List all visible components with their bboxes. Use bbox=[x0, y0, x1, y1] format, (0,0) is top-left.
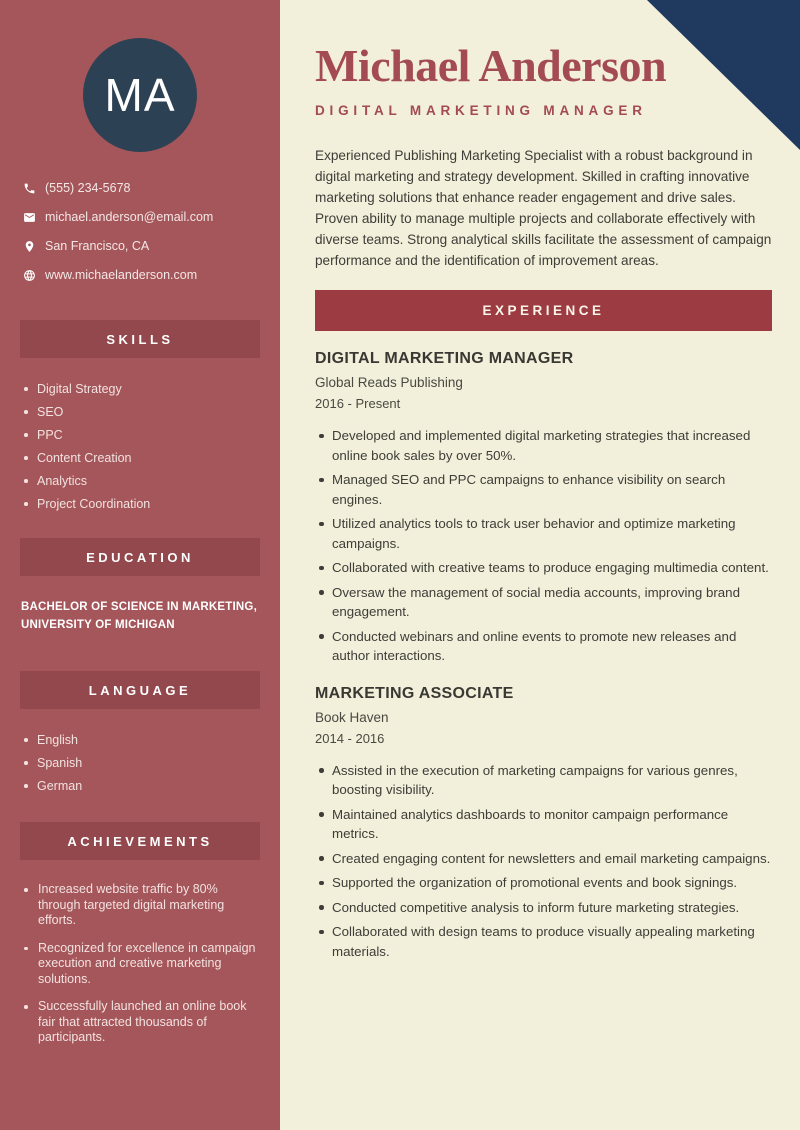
job-bullet-list bbox=[315, 761, 772, 962]
job-bullet: Assisted in the execution of marketing campaigns for various genres, boosting visibility. bbox=[315, 761, 772, 800]
globe-icon bbox=[22, 268, 36, 282]
job-bullet: Conducted webinars and online events to promote new releases and author interactions. bbox=[315, 627, 772, 666]
achievement-item: Successfully launched an online book fair that attracted thousands of participants. bbox=[24, 999, 262, 1046]
job-bullet-list bbox=[315, 426, 772, 666]
job-title: MARKETING ASSOCIATE bbox=[315, 684, 514, 702]
skill-item: SEO bbox=[24, 404, 260, 420]
sidebar bbox=[0, 0, 280, 1130]
avatar bbox=[83, 38, 197, 152]
job-bullet: Managed SEO and PPC campaigns to enhance visibility on search engines. bbox=[315, 470, 772, 509]
job-company: Global Reads Publishing bbox=[315, 375, 463, 390]
achievements-list bbox=[24, 882, 262, 1046]
job-bullet: Supported the organization of promotional events and book signings. bbox=[315, 873, 772, 893]
skill-item: Analytics bbox=[24, 473, 260, 489]
person-name: Michael Anderson bbox=[315, 40, 667, 91]
language-section-header: LANGUAGE bbox=[20, 671, 260, 709]
contact-phone bbox=[22, 180, 262, 196]
contact-email-text: michael.anderson@email.com bbox=[45, 210, 214, 224]
avatar-initials: MA bbox=[104, 69, 176, 121]
skill-item: PPC bbox=[24, 427, 260, 443]
job-bullet: Created engaging content for newsletters and email marketing campaigns. bbox=[315, 849, 772, 869]
education-degree: BACHELOR OF SCIENCE IN MARKETING, bbox=[21, 601, 257, 613]
job-bullet: Collaborated with design teams to produce visually appealing marketing materials. bbox=[315, 922, 772, 961]
skills-section-header: SKILLS bbox=[20, 320, 260, 358]
job-bullet: Conducted competitive analysis to inform future marketing strategies. bbox=[315, 898, 772, 918]
job-title: DIGITAL MARKETING MANAGER bbox=[315, 350, 574, 367]
job-bullet: Maintained analytics dashboards to monitor campaign performance metrics. bbox=[315, 805, 772, 844]
skill-item: Project Coordination bbox=[24, 496, 260, 512]
job-bullet: Oversaw the management of social media accounts, improving brand engagement. bbox=[315, 583, 772, 622]
education-school: UNIVERSITY OF MICHIGAN bbox=[21, 619, 175, 631]
skill-item: Digital Strategy bbox=[24, 381, 260, 397]
job-dates: 2014 - 2016 bbox=[315, 730, 385, 746]
location-pin-icon bbox=[22, 239, 36, 253]
job-dates: 2016 - Present bbox=[315, 396, 401, 411]
contact-website-text: www.michaelanderson.com bbox=[45, 268, 198, 282]
job-bullet: Developed and implemented digital marketing strategies that increased online book sales by over 50%. bbox=[315, 426, 772, 465]
person-job-title: DIGITAL MARKETING MANAGER bbox=[315, 103, 647, 118]
profile-summary: Experienced Publishing Marketing Specialist with a robust background in digital marketing and strategy development. Skilled in crafting innovative marketing solutions that enhance reader engagement and drive sales. Proven ability to manage multiple projects and collaborate effectively with diverse teams. Strong analytical skills facilitate the assessment of campaign performance and the identification of improvement areas. bbox=[315, 148, 772, 268]
phone-icon bbox=[22, 181, 36, 195]
contact-location bbox=[22, 238, 262, 254]
contact-website bbox=[22, 267, 262, 283]
language-list bbox=[24, 732, 260, 794]
language-item: German bbox=[24, 778, 260, 794]
job-entry bbox=[315, 350, 772, 666]
job-bullet: Collaborated with creative teams to produce engaging multimedia content. bbox=[315, 558, 772, 578]
contact-location-text: San Francisco, CA bbox=[45, 239, 150, 253]
job-entry bbox=[315, 685, 772, 962]
achievements-section-header: ACHIEVEMENTS bbox=[20, 822, 260, 860]
main-content bbox=[280, 0, 800, 1130]
skill-item: Content Creation bbox=[24, 450, 260, 466]
education-entry bbox=[21, 598, 260, 634]
education-section-header: EDUCATION bbox=[20, 538, 260, 576]
contact-phone-text: (555) 234-5678 bbox=[45, 181, 131, 195]
skills-list bbox=[24, 381, 260, 512]
language-item: Spanish bbox=[24, 755, 260, 771]
job-bullet: Utilized analytics tools to track user behavior and optimize marketing campaigns. bbox=[315, 514, 772, 553]
contact-section bbox=[22, 180, 262, 283]
language-item: English bbox=[24, 732, 260, 748]
experience-section-header: EXPERIENCE bbox=[315, 290, 772, 331]
email-icon bbox=[22, 210, 36, 224]
achievement-item: Recognized for excellence in campaign execution and creative marketing solutions. bbox=[24, 941, 262, 988]
job-company: Book Haven bbox=[315, 709, 389, 725]
achievement-item: Increased website traffic by 80% through targeted digital marketing efforts. bbox=[24, 882, 262, 929]
contact-email bbox=[22, 209, 262, 225]
